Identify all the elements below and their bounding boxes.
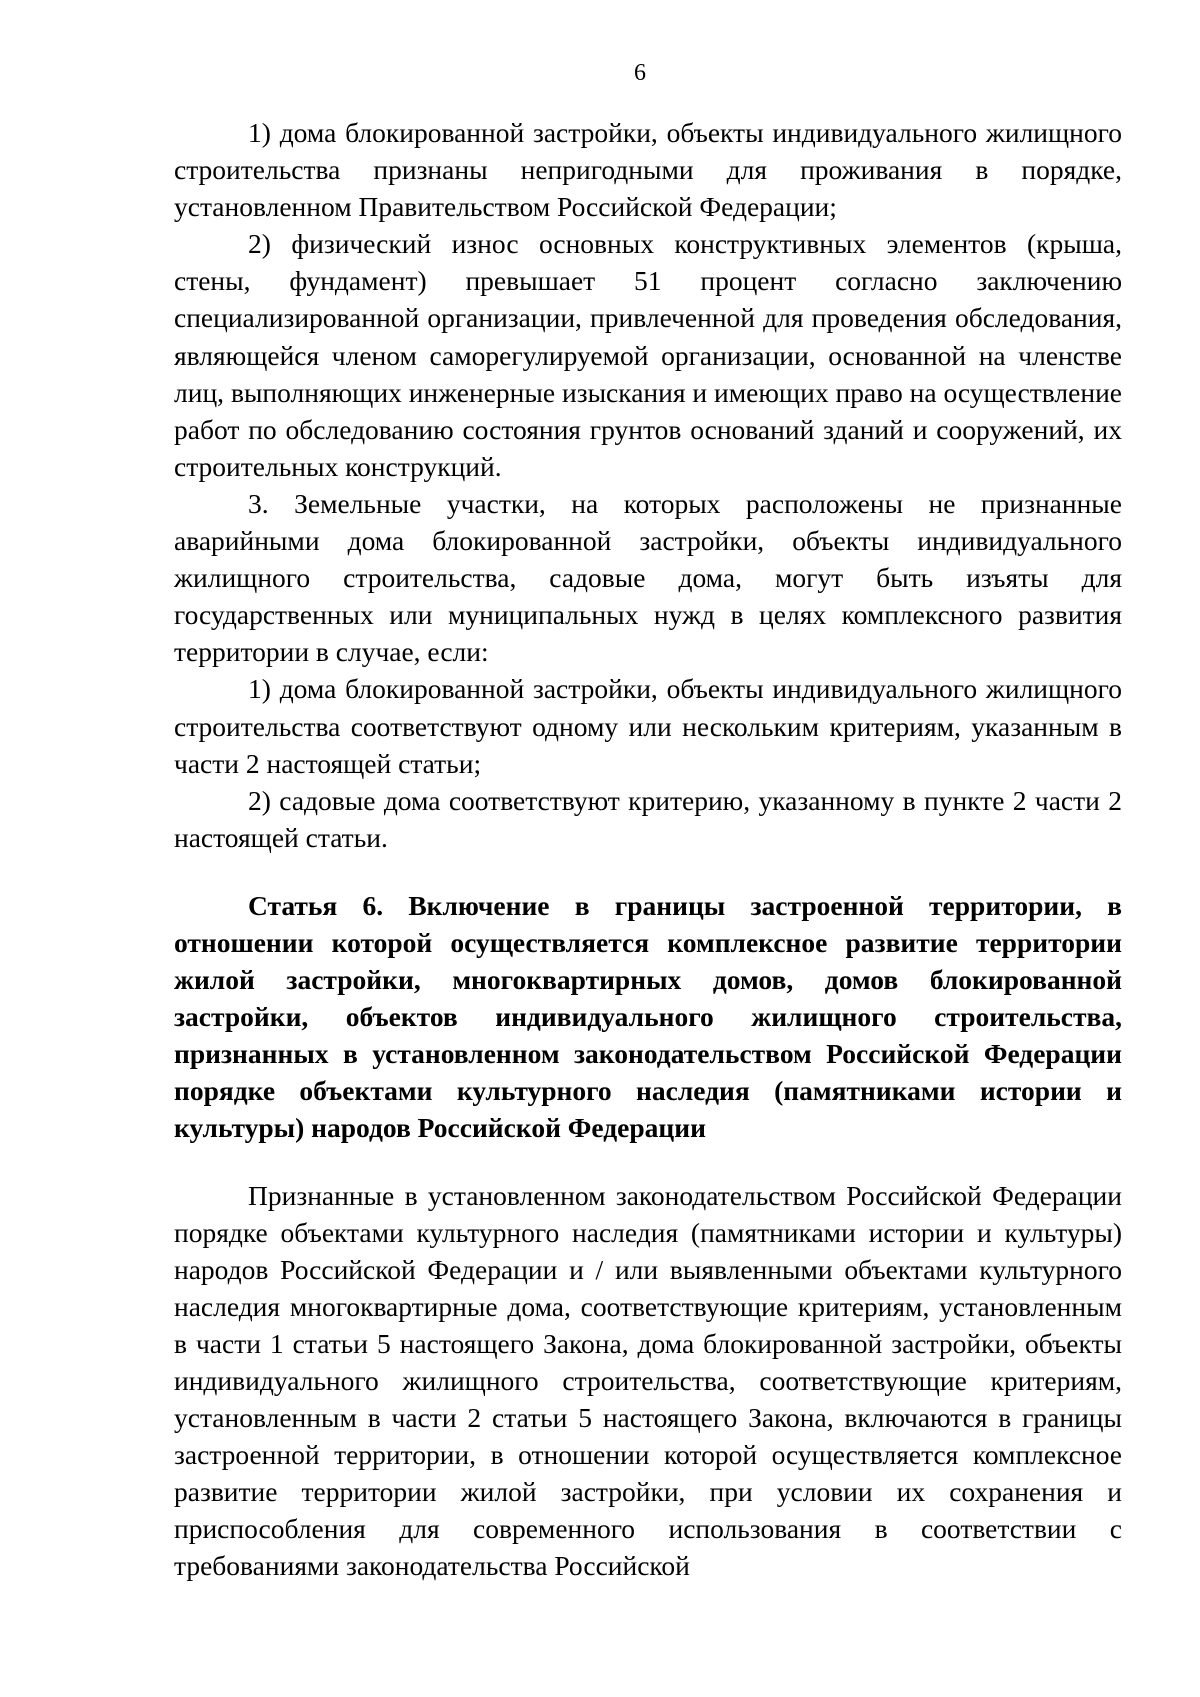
article-6-heading: Статья 6. Включение в границы застроенной территории, в отношении которой осуществляется комплексное развитие территории жилой застройки, многоквартирных домов, домов блокированной застройки, объектов индивидуального жилищного строительства, признанных в установленном законодательством Российской Федерации порядке объектами культурного наследия (памятниками истории и культуры) народов Российской Федерации: [174, 889, 1122, 1144]
article-6-body: Признанные в установленном законодательством Российской Федерации порядке объектами культурного наследия (памятниками истории и культуры) народов Российской Федерации и / или выявленными объектами культурного наследия многоквартирные дома, соответствующие критериям, установленным в части 1 статьи 5 настоящего Закона, дома блокированной застройки, объекты индивидуального жилищного строительства, соответствующие критериям, установленным в части 2 статьи 5 настоящего Закона, включаются в границы застроенной территории, в отношении которой осуществляется комплексное развитие территории жилой застройки, при условии их сохранения и приспособления для современного использования в соответствии с требованиями законодательства Российской: [174, 1179, 1122, 1582]
page-number: 6: [634, 60, 646, 86]
paragraph-item-2-garden-houses: 2) садовые дома соответствуют критерию, указанному в пункте 2 части 2 настоящей статьи.: [174, 784, 1122, 853]
paragraph-item-1-unfit: 1) дома блокированной застройки, объекты индивидуального жилищного строительства признаны непригодными для проживания в порядке, установленном Правительством Российской Федерации;: [174, 117, 1122, 223]
paragraph-part-3-land-seizure: 3. Земельные участки, на которых расположены не признанные аварийными дома блокированной застройки, объекты индивидуального жилищного строительства, садовые дома, могут быть изъяты для государственных или муниципальных нужд в целях комплексного развития территории в случае, если:: [174, 487, 1122, 668]
document-body: [174, 114, 1122, 1585]
paragraph-item-2-wear: 2) физический износ основных конструктивных элементов (крыша, стены, фундамент) превышает 51 процент согласно заключению специализированной организации, привлеченной для проведения обследования, являющейся членом саморегулируемой организации, основанной на членстве лиц, выполняющих инженерные изыскания и имеющих право на осуществление работ по обследованию состояния грунтов оснований зданий и сооружений, их строительных конструкций.: [174, 228, 1122, 482]
paragraph-item-1-criteria: 1) дома блокированной застройки, объекты индивидуального жилищного строительства соответствуют одному или нескольким критериям, указанным в части 2 настоящей статьи;: [174, 673, 1122, 779]
